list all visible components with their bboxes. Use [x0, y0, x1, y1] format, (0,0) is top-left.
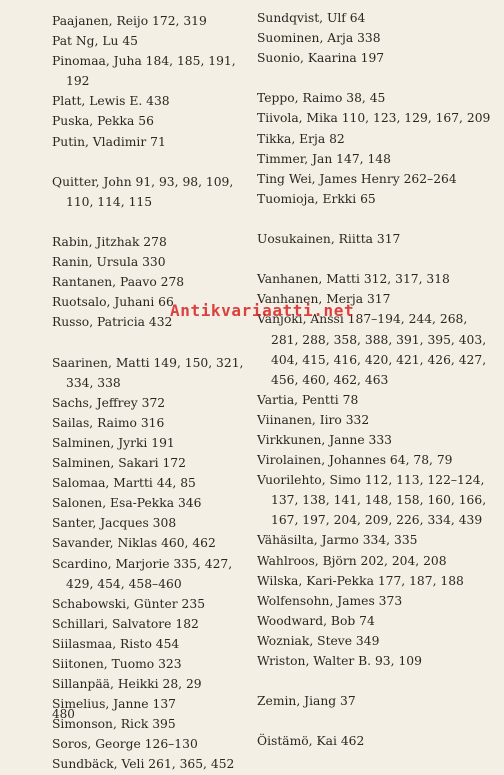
- index-entry: Wilska, Kari-Pekka 177, 187, 188: [257, 573, 464, 588]
- watermark-text: Antikvariaatti.net: [170, 301, 355, 320]
- index-entry: Suonio, Kaarina 197: [257, 51, 385, 66]
- index-entry: Vähäsilta, Jarmo 334, 335: [257, 533, 418, 548]
- index-entry: Zemin, Jiang 37: [257, 694, 356, 709]
- index-entry: Santer, Jacques 308: [52, 516, 177, 531]
- index-entry: Uosukainen, Riitta 317: [257, 232, 401, 247]
- index-entry: Ruotsalo, Juhani 66: [52, 295, 174, 310]
- index-entry: Virkkunen, Janne 333: [257, 432, 392, 447]
- index-entry: Salminen, Sakari 172: [52, 456, 186, 471]
- index-entry: Saarinen, Matti 149, 150, 321, 334, 338: [52, 355, 244, 390]
- index-entry: Salomaa, Martti 44, 85: [52, 476, 196, 491]
- index-entry: Putin, Vladimir 71: [52, 134, 166, 149]
- index-entry: Pat Ng, Lu 45: [52, 34, 138, 49]
- index-entry: Tuomioja, Erkki 65: [257, 191, 376, 206]
- index-entry: Siitonen, Tuomo 323: [52, 657, 182, 671]
- index-entry: Timmer, Jan 147, 148: [257, 151, 391, 166]
- letter-group-gap: [52, 333, 257, 353]
- index-entry: Quitter, John 91, 93, 98, 109, 110, 114, 115: [52, 174, 234, 209]
- index-entry: Sailas, Raimo 316: [52, 415, 165, 430]
- index-entry: Russo, Patricia 432: [52, 315, 173, 330]
- index-entry: Virolainen, Johannes 64, 78, 79: [257, 453, 453, 468]
- index-entry: Sillanpää, Heikki 28, 29: [52, 677, 202, 692]
- index-column-left: [52, 8, 257, 775]
- index-entry: Tikka, Erja 82: [257, 131, 345, 146]
- index-entry: Savander, Niklas 460, 462: [52, 536, 216, 551]
- index-entry: Wozniak, Steve 349: [257, 633, 380, 648]
- index-entry: Ranin, Ursula 330: [52, 255, 166, 270]
- index-entry: Vartia, Pentti 78: [257, 392, 359, 407]
- index-entry: Pinomaa, Juha 184, 185, 191, 192: [52, 54, 236, 89]
- index-entry: Rabin, Jitzhak 278: [52, 235, 167, 250]
- index-entry: Vanhanen, Matti 312, 317, 318: [257, 272, 450, 287]
- letter-group-gap: [257, 671, 497, 691]
- index-entry: Schillari, Salvatore 182: [52, 616, 199, 631]
- index-entry: Öistämö, Kai 462: [257, 734, 365, 749]
- letter-group-gap: [257, 68, 497, 88]
- index-entry: Woodward, Bob 74: [257, 613, 375, 628]
- index-entry: Schabowski, Günter 235: [52, 596, 206, 611]
- index-entry: Salonen, Esa-Pekka 346: [52, 496, 202, 511]
- index-entry: Platt, Lewis E. 438: [52, 94, 170, 109]
- index-entry: Teppo, Raimo 38, 45: [257, 91, 386, 106]
- index-column-right: [257, 8, 497, 751]
- index-entry: Simonson, Rick 395: [52, 717, 176, 732]
- letter-group-gap: [257, 711, 497, 731]
- index-entry: Vuorilehto, Simo 112, 113, 122–124, 137, 138, 141, 148, 158, 160, 166, 167, 197, 204, 209, 226, 334, 439: [257, 473, 487, 528]
- letter-group-gap: [257, 209, 497, 229]
- index-entry: Scardino, Marjorie 335, 427, 429, 454, 458–460: [52, 556, 233, 591]
- page-number: 480: [52, 707, 75, 721]
- index-entry: Salminen, Jyrki 191: [52, 435, 175, 450]
- index-entry: Vanjoki, Anssi 187–194, 244, 268, 281, 288, 358, 388, 391, 395, 403, 404, 415, 416, 420, 421, 426, 427, 456, 460, 462, 463: [257, 312, 487, 387]
- index-entry: Siilasmaa, Risto 454: [52, 636, 180, 651]
- index-entry: Sundbäck, Veli 261, 365, 452: [52, 757, 235, 772]
- index-entry: Sachs, Jeffrey 372: [52, 395, 166, 410]
- index-entry: Ting Wei, James Henry 262–264: [257, 171, 457, 186]
- index-entry: Suominen, Arja 338: [257, 31, 381, 46]
- index-entry: Tiivola, Mika 110, 123, 129, 167, 209: [257, 111, 491, 126]
- index-entry: Puska, Pekka 56: [52, 114, 154, 129]
- index-entry: Wolfensohn, James 373: [257, 593, 403, 608]
- letter-group-gap: [52, 152, 257, 172]
- index-entry: Viinanen, Iiro 332: [257, 412, 370, 427]
- index-entry: Paajanen, Reijo 172, 319: [52, 14, 207, 28]
- index-entry: Sundqvist, Ulf 64: [257, 11, 366, 25]
- index-entry: Wahlroos, Björn 202, 204, 208: [257, 553, 447, 568]
- index-entry: Simelius, Janne 137: [52, 697, 176, 712]
- index-entry: Rantanen, Paavo 278: [52, 275, 185, 290]
- letter-group-gap: [52, 212, 257, 232]
- index-entry: Soros, George 126–130: [52, 737, 198, 752]
- letter-group-gap: [257, 249, 497, 269]
- index-entry: Vanhanen, Merja 317: [257, 292, 391, 307]
- index-entry: Wriston, Walter B. 93, 109: [257, 654, 422, 668]
